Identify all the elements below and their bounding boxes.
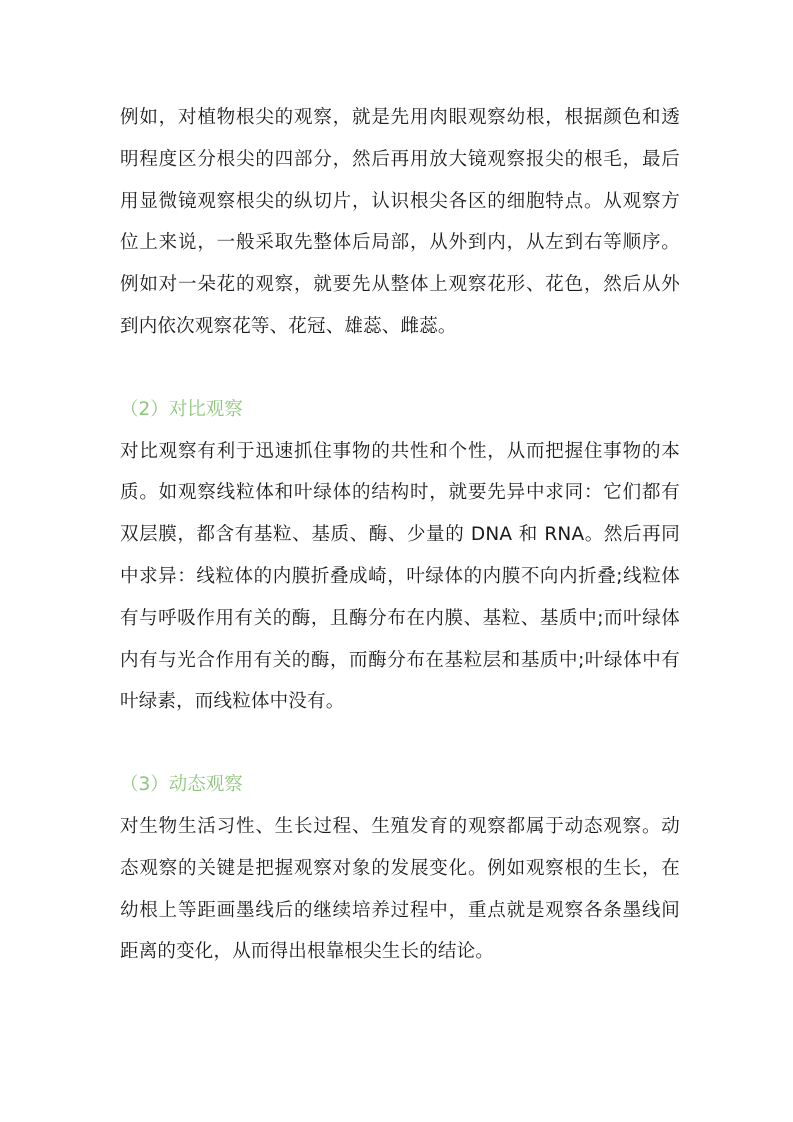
section-contrast-observation bbox=[120, 389, 680, 723]
intro-paragraph: 例如，对植物根尖的观察，就是先用肉眼观察幼根，根据颜色和透明程度区分根尖的四部分，然后再用放大镜观察报尖的根毛，最后用显微镜观察根尖的纵切片，认识根尖各区的细胞特点。从观察方位上来说，一般采取先整体后局部，从外到内，从左到右等顺序。例如对一朵花的观察，就要先从整体上观察花形、花色，然后从外到内依次观察花等、花冠、雄蕊、雌蕊。 bbox=[120, 107, 680, 337]
section-body: 对比观察有利于迅速抓住事物的共性和个性，从而把握住事物的本质。如观察线粒体和叶绿体的结构时，就要先异中求同：它们都有双层膜，都含有基粒、基质、酶、少量的 DNA 和 RNA。然后再同中求异：线粒体的内膜折叠成崎，叶绿体的内膜不向内折叠;线粒体有与呼吸作用有关的酶，且酶分布在内膜、基粒、基质中;而叶绿体内有与光合作用有关的酶，而酶分布在基粒层和基质中;叶绿体中有叶绿素，而线粒体中没有。 bbox=[120, 440, 680, 713]
section-spacer bbox=[120, 723, 680, 764]
section-spacer bbox=[120, 348, 680, 389]
section-heading: （3）动态观察 bbox=[120, 774, 243, 796]
section-heading: （2）对比观察 bbox=[120, 398, 243, 420]
section-body: 对生物生活习性、生长过程、生殖发育的观察都属于动态观察。动态观察的关键是把握观察对象的发展变化。例如观察根的生长，在幼根上等距画墨线后的继续培养过程中，重点就是观察各条墨线间距离的变化，从而得出根靠根尖生长的结论。 bbox=[120, 815, 680, 963]
document-page bbox=[120, 97, 680, 973]
section-dynamic-observation bbox=[120, 764, 680, 973]
